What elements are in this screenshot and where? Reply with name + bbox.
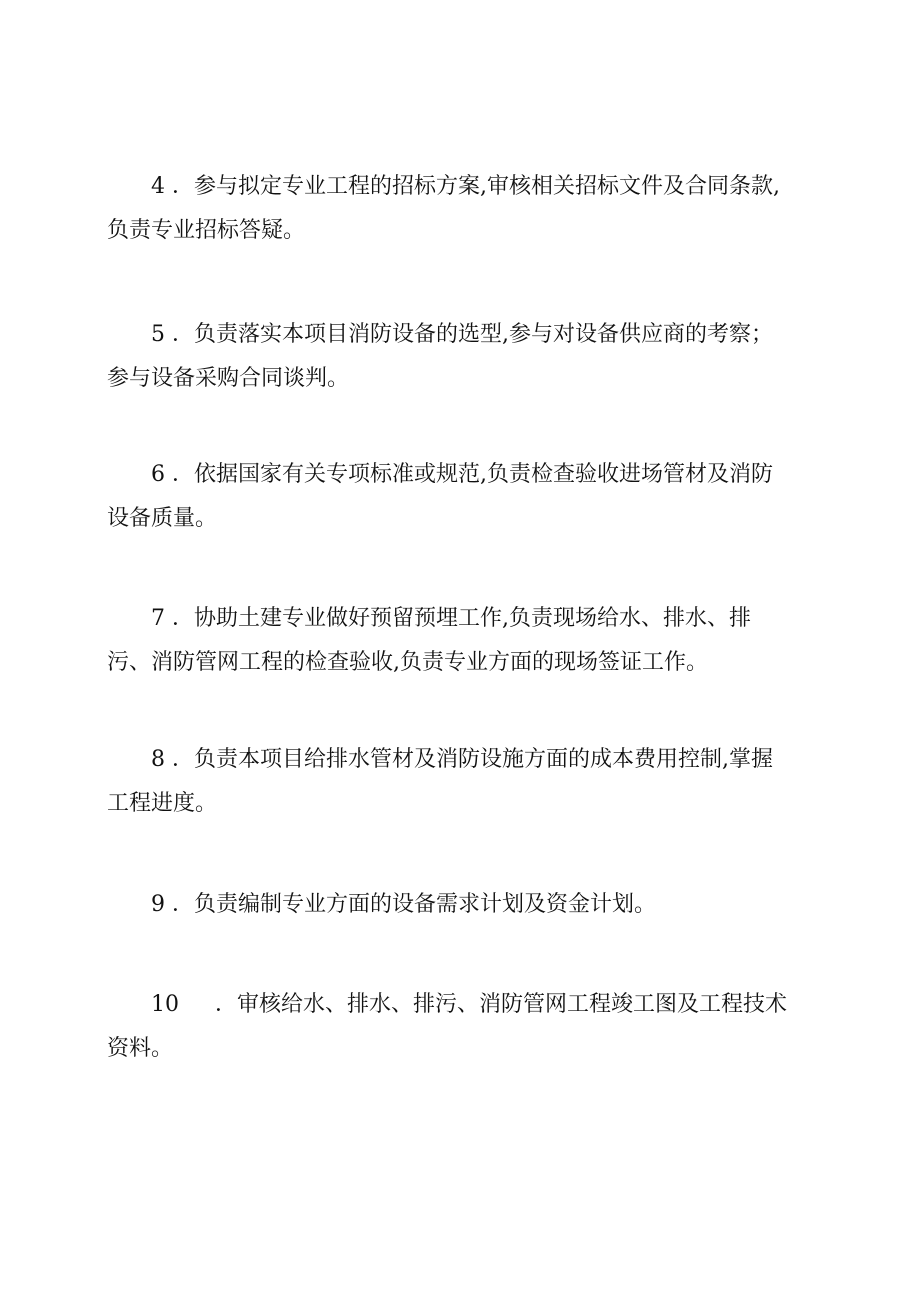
item-number: 9 [151,892,165,917]
item-text: 污、消防管网工程的检查验收,负责专业方面的现场签证工作。 [107,650,708,675]
item-text: ．负责本项目给排水管材及消防设施方面的成本费用控制,掌握 [172,747,773,772]
item-text: 设备质量。 [107,506,218,531]
item-number: 8 [151,747,165,772]
list-item-line [107,165,817,209]
list-item-line [107,738,817,782]
list-item-line [107,883,817,927]
list-item-8 [107,738,817,826]
item-text: ．审核给水、排水、排污、消防管网工程竣工图及工程技术 [215,992,788,1017]
item-text: ．负责落实本项目消防设备的选型,参与对设备供应商的考察； [172,322,773,347]
list-item-9 [107,883,817,927]
list-item-5 [107,313,817,401]
list-item-line [107,313,817,357]
list-item-7 [107,597,817,685]
item-text: 工程进度。 [107,791,218,816]
item-number: 7 [151,606,165,631]
list-item-4 [107,165,817,253]
item-text: 参与设备采购合同谈判。 [107,366,350,391]
item-text: ．负责编制专业方面的设备需求计划及资金计划。 [172,892,657,917]
list-item-line [107,453,817,497]
list-item-6 [107,453,817,541]
item-number: 10 [151,992,179,1017]
item-number: 5 [151,322,165,347]
list-item-line [107,597,817,641]
item-text: 负责专业招标答疑。 [107,218,306,243]
item-number: 6 [151,462,165,487]
item-text: ．协助土建专业做好预留预埋工作,负责现场给水、排水、排 [172,606,751,631]
item-number: 4 [151,174,165,199]
item-text: ．参与拟定专业工程的招标方案,审核相关招标文件及合同条款, [172,174,780,199]
list-item-10 [107,983,817,1071]
item-text: 资料。 [107,1036,174,1061]
list-item-line [107,983,817,1027]
item-text: ．依据国家有关专项标准或规范,负责检查验收进场管材及消防 [172,462,773,487]
